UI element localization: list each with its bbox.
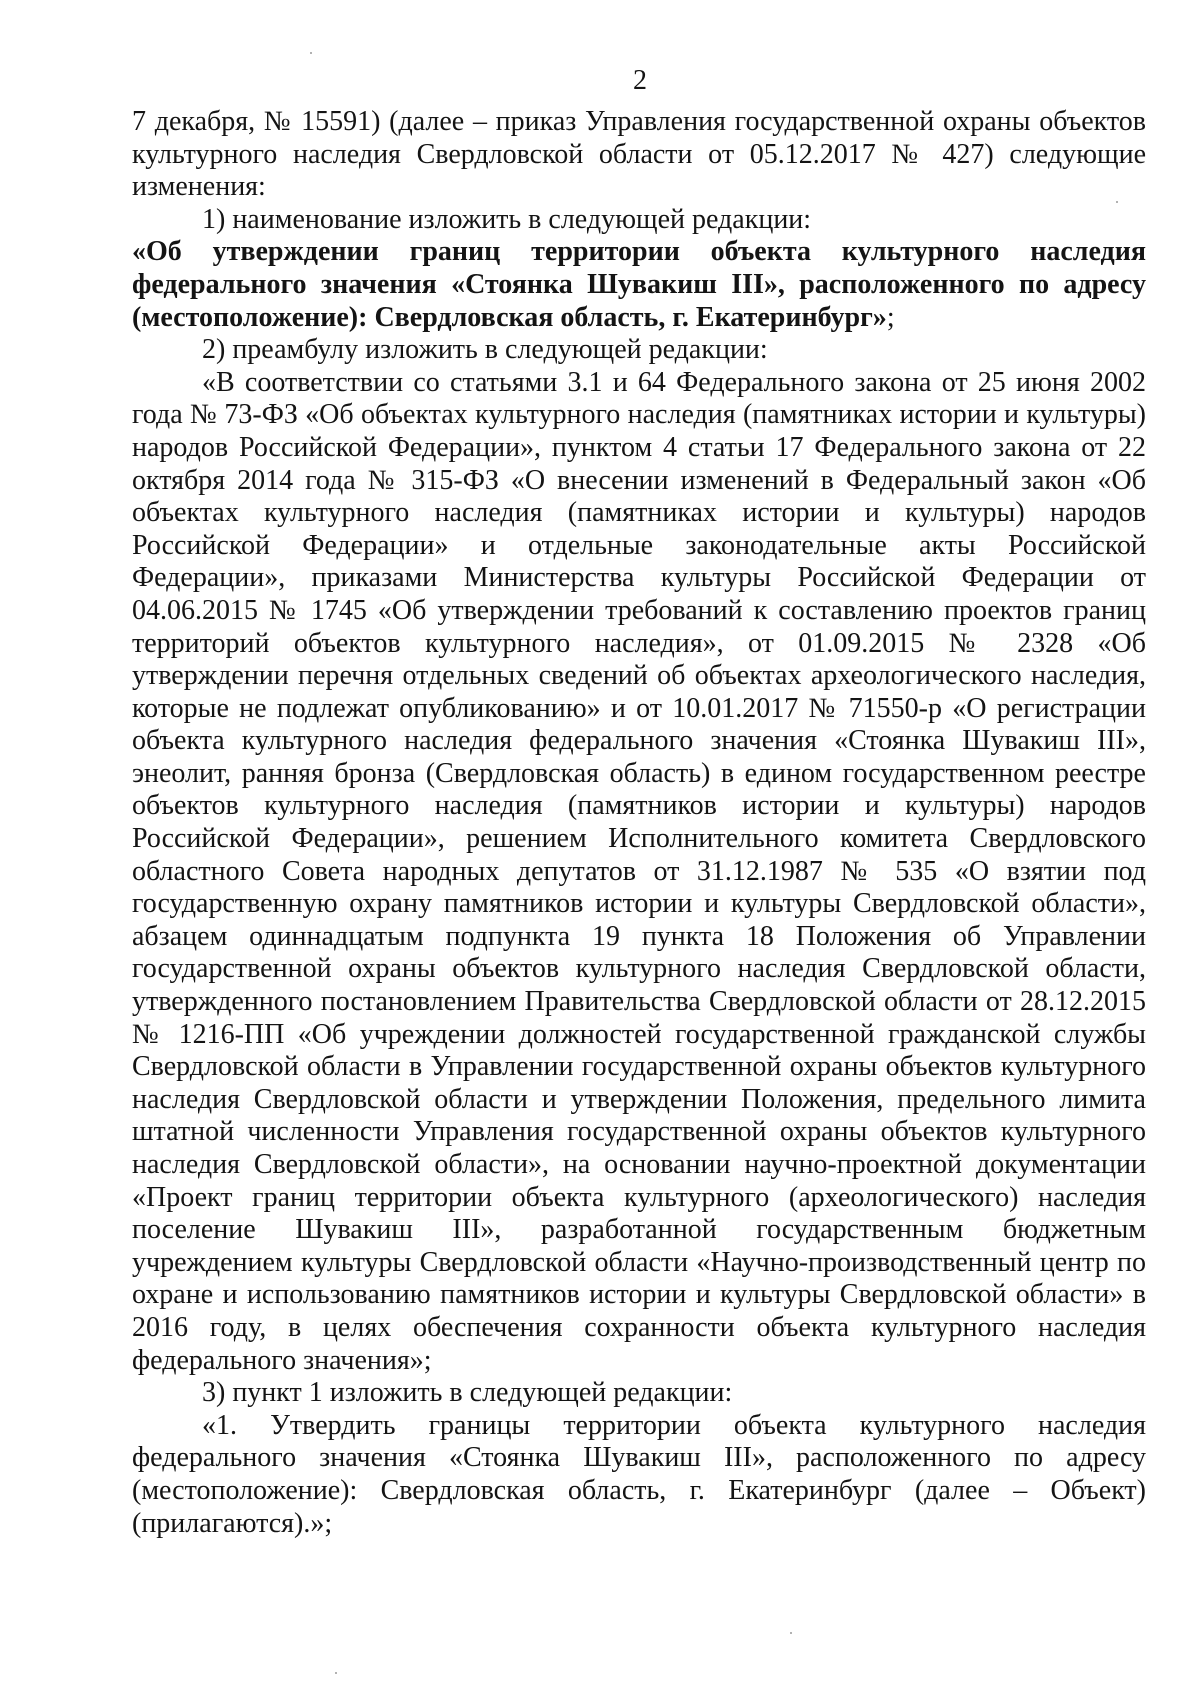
new-title-paragraph	[132, 236, 1146, 334]
scan-speck	[1116, 201, 1118, 203]
item-1-paragraph: 1) наименование изложить в следующей редакции:	[202, 203, 812, 235]
point-1-paragraph: «1. Утвердить границы территории объекта культурного наследия федерального значения «Стоянка Шувакиш III», расположенного по адресу (местоположение): Свердловская область, г. Екатеринбург (далее – Объект) (прилагаются).»;	[132, 1409, 1146, 1539]
item-2-paragraph: 2) преамбулу изложить в следующей редакции:	[202, 334, 768, 366]
scan-speck	[335, 1672, 337, 1674]
scan-speck	[310, 52, 312, 54]
scan-speck	[790, 1632, 792, 1634]
page-number: 2	[633, 65, 647, 96]
intro-paragraph: 7 декабря, № 15591) (далее – приказ Управления государственной охраны объектов культурного наследия Свердловской области от 05.12.2017 № 427) следующие изменения:	[132, 106, 1146, 203]
new-title-text: «Об утверждении границ территории объекта культурного наследия федерального значения «Стоянка Шувакиш III», расположенного по адресу (местоположение): Свердловская область, г. Екатеринбург»	[132, 236, 1146, 333]
document-body	[132, 106, 1146, 1540]
preamble-paragraph: «В соответствии со статьями 3.1 и 64 Федерального закона от 25 июня 2002 года № 73-ФЗ «Об объектах культурного наследия (памятниках истории и культуры) народов Российской Федерации», пунктом 4 статьи 17 Федерального закона от 22 октября 2014 года № 315-ФЗ «О внесении изменений в Федеральный закон «Об объектах культурного наследия (памятниках истории и культуры) народов Российской Федерации» и отдельные законодательные акты Российской Федерации», приказами Министерства культуры Российской Федерации от 04.06.2015 № 1745 «Об утверждении требований к составлению проектов границ территорий объектов культурного наследия», от 01.09.2015 № 2328 «Об утверждении перечня отдельных сведений об объектах археологического наследия, которые не подлежат опубликованию» и от 10.01.2017 № 71550-р «О регистрации объекта культурного наследия федерального значения «Стоянка Шувакиш III», энеолит, ранняя бронза (Свердловская область) в едином государственном реестре объектов культурного наследия (памятников истории и культуры) народов Российской Федерации», решением Исполнительного комитета Свердловского областного Совета народных депутатов от 31.12.1987 № 535 «О взятии под государственную охрану памятников истории и культуры Свердловской области», абзацем одиннадцатым подпункта 19 пункта 18 Положения об Управлении государственной охраны объектов культурного наследия Свердловской области, утвержденного постановлением Правительства Свердловской области от 28.12.2015 № 1216-ПП «Об учреждении должностей государственной гражданской службы Свердловской области в Управлении государственной охраны объектов культурного наследия Свердловской области и утверждении Положения, предельного лимита штатной численности Управления государственной охраны объектов культурного наследия Свердловской области», на основании научно-проектной документации «Проект границ территории объекта культурного (археологического) наследия поселение Шувакиш III», разработанной государственным бюджетным учреждением культуры Свердловской области «Научно-производственный центр по охране и использованию памятников истории и культуры Свердловской области» в 2016 году, в целях обеспечения сохранности объекта культурного наследия федерального значения»;	[132, 366, 1146, 1376]
item-3-paragraph: 3) пункт 1 изложить в следующей редакции:	[202, 1377, 733, 1409]
new-title-semicolon: ;	[886, 301, 895, 333]
